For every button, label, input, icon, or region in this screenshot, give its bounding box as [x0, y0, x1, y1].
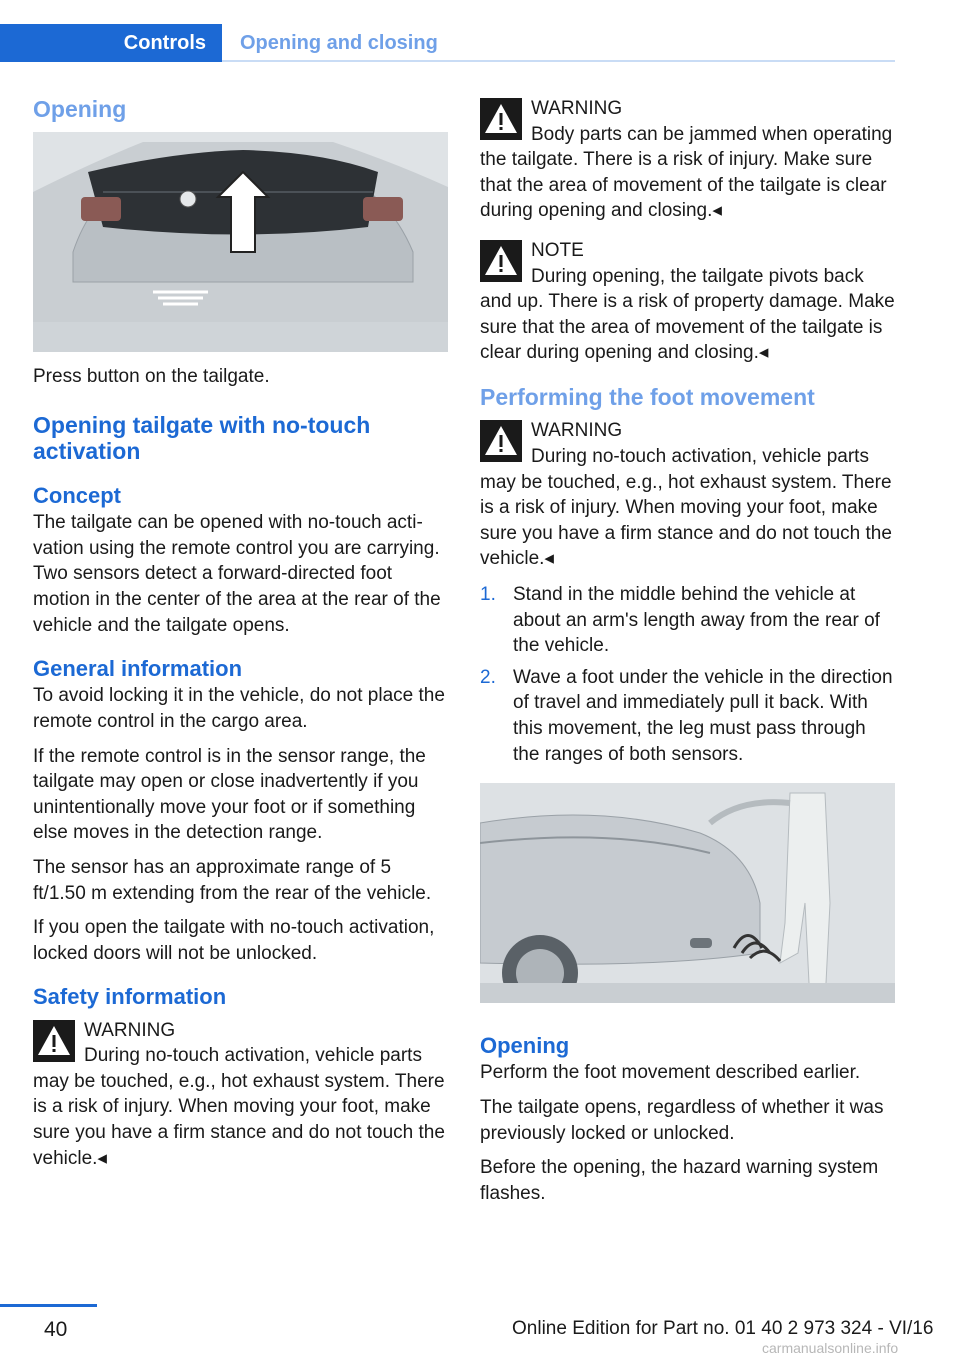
- opening-heading: Opening: [33, 96, 127, 122]
- warning-text: During no-touch activation, vehicle parts may be touched, e.g., hot exhaust system. There is a risk of injury. When moving your foot, make sure you have a firm stance and do not touch the vehicle.◂: [480, 445, 892, 570]
- warning-triangle-icon: [33, 1020, 75, 1062]
- note-label: NOTE: [531, 239, 584, 261]
- opening-subheading: Opening: [480, 1033, 570, 1059]
- foot-movement-illustration: [480, 783, 895, 1003]
- note-text: During opening, the tailgate pivots back and up. There is a risk of property damage. Make sure that the area of movement of the tailgate is clear during opening and closing.◂: [480, 265, 895, 364]
- steps-list: [480, 582, 896, 767]
- header-divider: [222, 60, 895, 62]
- opening-instruction: Press button on the tailgate.: [33, 366, 270, 388]
- warning-label: WARNING: [531, 420, 623, 442]
- general-info-paragraph: The sensor has an approximate range of 5 ft/1.50 m extending from the rear of the vehicle.: [33, 857, 432, 904]
- no-touch-heading: Opening tailgate with no-touch activation: [33, 412, 371, 465]
- footer-divider: [0, 1304, 97, 1307]
- step-text: Wave a foot under the vehicle in the direction of travel and immediately pull it back. With this movement, the leg must pass through the ranges of both sensors.: [513, 666, 893, 765]
- concept-text: The tailgate can be opened with no-touch activation using the remote control you are carrying. Two sensors detect a forward-directed foot motion in the center of the area at the rear of the vehicle and the tailgate opens.: [33, 512, 441, 636]
- jam-warning: [480, 96, 896, 224]
- warning-triangle-icon: [480, 98, 522, 140]
- page-header: [0, 24, 895, 62]
- opening-paragraph: Before the opening, the hazard warning system flashes.: [480, 1157, 879, 1204]
- general-info-paragraph: To avoid locking it in the vehicle, do not place the remote control in the cargo area.: [33, 685, 445, 733]
- step-number: 2.: [480, 666, 496, 688]
- warning-text: Body parts can be jammed when operating the tailgate. There is a risk of injury. Make sure that the area of movement of the tailgate is clear during opening and closing.◂: [480, 123, 893, 222]
- general-info-heading: General information: [33, 656, 243, 682]
- foot-warning: [480, 418, 896, 572]
- step-text: Stand in the middle behind the vehicle at about an arm's length away from the rear of the vehicle.: [513, 583, 880, 657]
- tab-opening-and-closing[interactable]: Opening and closing: [240, 31, 438, 54]
- list-item: [480, 665, 896, 767]
- page-number: 40: [44, 1318, 68, 1341]
- foot-movement-heading: Performing the foot movement: [480, 383, 815, 410]
- right-column: [480, 96, 896, 1215]
- list-item: [480, 582, 896, 659]
- warning-text: During no-touch activation, vehicle parts may be touched, e.g., hot exhaust system. There is a risk of injury. When moving your foot, make sure you have a firm stance and do not touch the vehicle.◂: [33, 1045, 445, 1169]
- general-info-paragraph: If the remote control is in the sensor range, the tailgate may open or close inadvertently if you unintentionally move your foot or if something else moves in the detection range.: [33, 745, 426, 844]
- warning-triangle-icon: [480, 240, 522, 282]
- safety-warning: [33, 1018, 449, 1172]
- opening-paragraph: The tailgate opens, regardless of whether it was previously locked or unlocked.: [480, 1096, 884, 1144]
- warning-label: WARNING: [531, 98, 623, 119]
- opening-paragraph: Perform the foot movement described earlier.: [480, 1062, 861, 1084]
- warning-label: WARNING: [84, 1019, 176, 1041]
- left-column: [33, 96, 449, 1181]
- tailgate-illustration: [33, 132, 448, 352]
- edition-label: Online Edition for Part no. 01 40 2 973 324 - VI/16: [512, 1318, 934, 1339]
- step-number: 1.: [480, 583, 496, 605]
- concept-heading: Concept: [33, 482, 121, 508]
- property-note: [480, 238, 896, 366]
- safety-info-heading: Safety information: [33, 984, 227, 1010]
- tab-controls[interactable]: Controls: [0, 24, 222, 62]
- warning-triangle-icon: [480, 420, 522, 462]
- general-info-paragraph: If you open the tailgate with no-touch activation, locked doors will not be unlocked.: [33, 917, 435, 964]
- watermark: carmanualsonline.info: [762, 1340, 899, 1356]
